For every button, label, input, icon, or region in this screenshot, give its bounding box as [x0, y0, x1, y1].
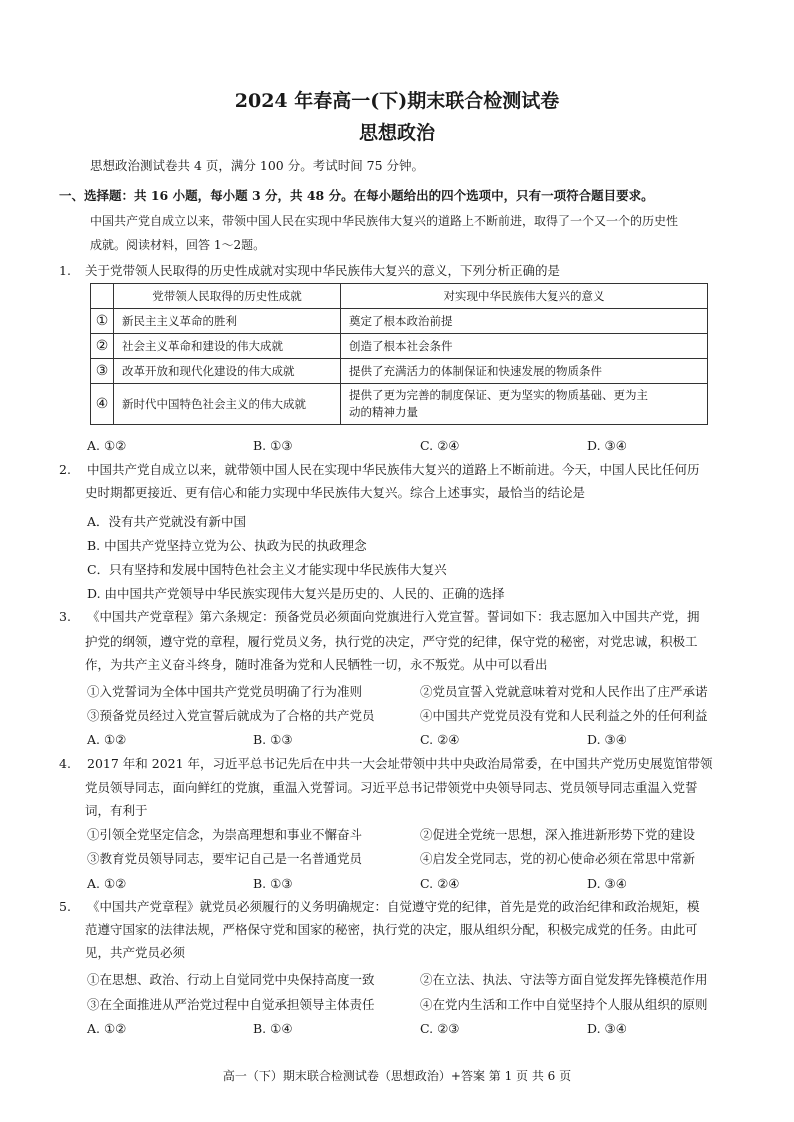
- table-cell: 新民主主义革命的胜利: [114, 309, 341, 334]
- question-stem: 见，共产党员必须: [85, 945, 186, 960]
- option-d[interactable]: D. ③④: [587, 1021, 627, 1036]
- question-stem: 关于党带领人民取得的历史性成就对实现中华民族伟大复兴的意义，下列分析正确的是: [85, 263, 561, 278]
- question-number: 2.: [59, 462, 71, 477]
- question-stem: 词，有利于: [85, 803, 148, 818]
- option-c[interactable]: C. ②③: [420, 1021, 460, 1036]
- question-stem: 《中国共产党章程》第六条规定：预备党员必须面向党旗进行入党宣誓。誓词如下：我志愿加入中国共产党，拥: [87, 609, 700, 624]
- table-cell-line: 动的精神力量: [349, 405, 418, 419]
- statement-item: ②促进全党统一思想，深入推进新形势下党的建设: [420, 827, 696, 842]
- option-b[interactable]: B. ①④: [253, 1021, 293, 1036]
- material-text: 成就。阅读材料，回答 1～2题。: [90, 238, 266, 252]
- question-stem: 《中国共产党章程》就党员必须履行的义务明确规定：自觉遵守党的纪律，首先是党的政治纪律和政治规矩，模: [87, 899, 700, 914]
- option-d[interactable]: D. ③④: [587, 438, 627, 453]
- table-mark: ④: [91, 384, 114, 425]
- option-d[interactable]: D. ③④: [587, 876, 627, 891]
- table-row: [91, 359, 708, 384]
- table-header: 党带领人民取得的历史性成就: [114, 284, 341, 309]
- statement-item: ①入党誓词为全体中国共产党党员明确了行为准则: [87, 684, 363, 699]
- table-cell: 新时代中国特色社会主义的伟大成就: [114, 384, 341, 425]
- table-cell: 社会主义革命和建设的伟大成就: [114, 334, 341, 359]
- section-heading: 一、选择题：共 16 小题，每小题 3 分，共 48 分。在每小题给出的四个选项中，只有一项符合题目要求。: [59, 188, 654, 203]
- table-row: [91, 334, 708, 359]
- table-mark: ②: [91, 334, 114, 359]
- table-row: [91, 384, 708, 425]
- question-number: 1.: [59, 263, 71, 278]
- table-row: [91, 309, 708, 334]
- statement-item: ②党员宣誓入党就意味着对党和人民作出了庄严承诺: [420, 684, 708, 699]
- table-cell: [341, 384, 708, 425]
- table-cell-line: 提供了更为完善的制度保证、更为坚实的物质基础、更为主: [349, 388, 648, 402]
- table-cell: 提供了充满活力的体制保证和快速发展的物质条件: [341, 359, 708, 384]
- material-text: 中国共产党自成立以来，带领中国人民在实现中华民族伟大复兴的道路上不断前进，取得了一个又一个的历史性: [90, 214, 679, 228]
- question-number: 3.: [59, 609, 71, 624]
- subject-title: 思想政治: [358, 122, 435, 144]
- option-d[interactable]: D. ③④: [587, 732, 627, 747]
- option-c[interactable]: C. ②④: [420, 876, 460, 891]
- exam-intro: 思想政治测试卷共 4 页，满分 100 分。考试时间 75 分钟。: [90, 158, 425, 173]
- exam-title: 2024 年春高一(下)期末联合检测试卷: [234, 90, 560, 112]
- statement-item: ③在全面推进从严治党过程中自觉承担领导主体责任: [87, 997, 375, 1012]
- option-a[interactable]: A. ①②: [87, 438, 127, 453]
- option-b[interactable]: B. ①③: [253, 876, 293, 891]
- option-b[interactable]: B. ①③: [253, 732, 293, 747]
- question-number: 4.: [59, 756, 71, 771]
- option-a[interactable]: A. ①②: [87, 732, 127, 747]
- option-c[interactable]: C．只有坚持和发展中国特色社会主义才能实现中华民族伟大复兴: [87, 562, 447, 577]
- question-stem: 史时期都更接近、更有信心和能力实现中华民族伟大复兴。综合上述事实，最恰当的结论是: [85, 485, 586, 500]
- table-mark: ①: [91, 309, 114, 334]
- question-stem: 2017 年和 2021 年，习近平总书记先后在中共一大会址带领中共中央政治局常委，在中国共产党历史展览馆带领: [87, 756, 713, 771]
- statement-item: ①引领全党坚定信念，为崇高理想和事业不懈奋斗: [87, 827, 363, 842]
- option-a[interactable]: A．没有共产党就没有新中国: [87, 514, 247, 529]
- question-stem: 护党的纲领，遵守党的章程，履行党员义务，执行党的决定，严守党的纪律，保守党的秘密，对党忠诚，积极工: [85, 634, 698, 649]
- statement-item: ③预备党员经过入党宣誓后就成为了合格的共产党员: [87, 708, 375, 723]
- question-number: 5.: [59, 899, 71, 914]
- option-a[interactable]: A. ①②: [87, 1021, 127, 1036]
- question-stem: 范遵守国家的法律法规，严格保守党和国家的秘密，执行党的决定，服从组织分配，积极完成党的任务。由此可: [85, 922, 698, 937]
- q1-table: [90, 283, 708, 425]
- table-cell: 改革开放和现代化建设的伟大成就: [114, 359, 341, 384]
- statement-item: ②在立法、执法、守法等方面自觉发挥先锋模范作用: [420, 972, 708, 987]
- table-corner-cell: [91, 284, 114, 309]
- statement-item: ①在思想、政治、行动上自觉同党中央保持高度一致: [87, 972, 375, 987]
- statement-item: ③教育党员领导同志，要牢记自己是一名普通党员: [87, 851, 363, 866]
- page-footer: 高一（下）期末联合检测试卷（思想政治）+答案 第 1 页 共 6 页: [222, 1069, 572, 1083]
- question-stem: 党员领导同志，面向鲜红的党旗，重温入党誓词。习近平总书记带领党中央领导同志、党员领导同志重温入党誓: [85, 780, 698, 795]
- table-cell: 创造了根本社会条件: [341, 334, 708, 359]
- table-mark: ③: [91, 359, 114, 384]
- question-stem: 作，为共产主义奋斗终身，随时准备为党和人民牺牲一切，永不叛党。从中可以看出: [85, 657, 548, 672]
- statement-item: ④在党内生活和工作中自觉坚持个人服从组织的原则: [420, 997, 708, 1012]
- statement-item: ④启发全党同志，党的初心使命必须在常思中常新: [420, 851, 696, 866]
- option-d[interactable]: D. 由中国共产党领导中华民族实现伟大复兴是历史的、人民的、正确的选择: [87, 586, 505, 601]
- statement-item: ④中国共产党党员没有党和人民利益之外的任何利益: [420, 708, 708, 723]
- option-c[interactable]: C. ②④: [420, 732, 460, 747]
- option-b[interactable]: B. ①③: [253, 438, 293, 453]
- option-c[interactable]: C. ②④: [420, 438, 460, 453]
- option-b[interactable]: B. 中国共产党坚持立党为公、执政为民的执政理念: [87, 538, 367, 553]
- table-header: 对实现中华民族伟大复兴的意义: [341, 284, 708, 309]
- option-a[interactable]: A. ①②: [87, 876, 127, 891]
- table-cell: 奠定了根本政治前提: [341, 309, 708, 334]
- question-stem: 中国共产党自成立以来，就带领中国人民在实现中华民族伟大复兴的道路上不断前进。今天，中国人民比任何历: [87, 462, 700, 477]
